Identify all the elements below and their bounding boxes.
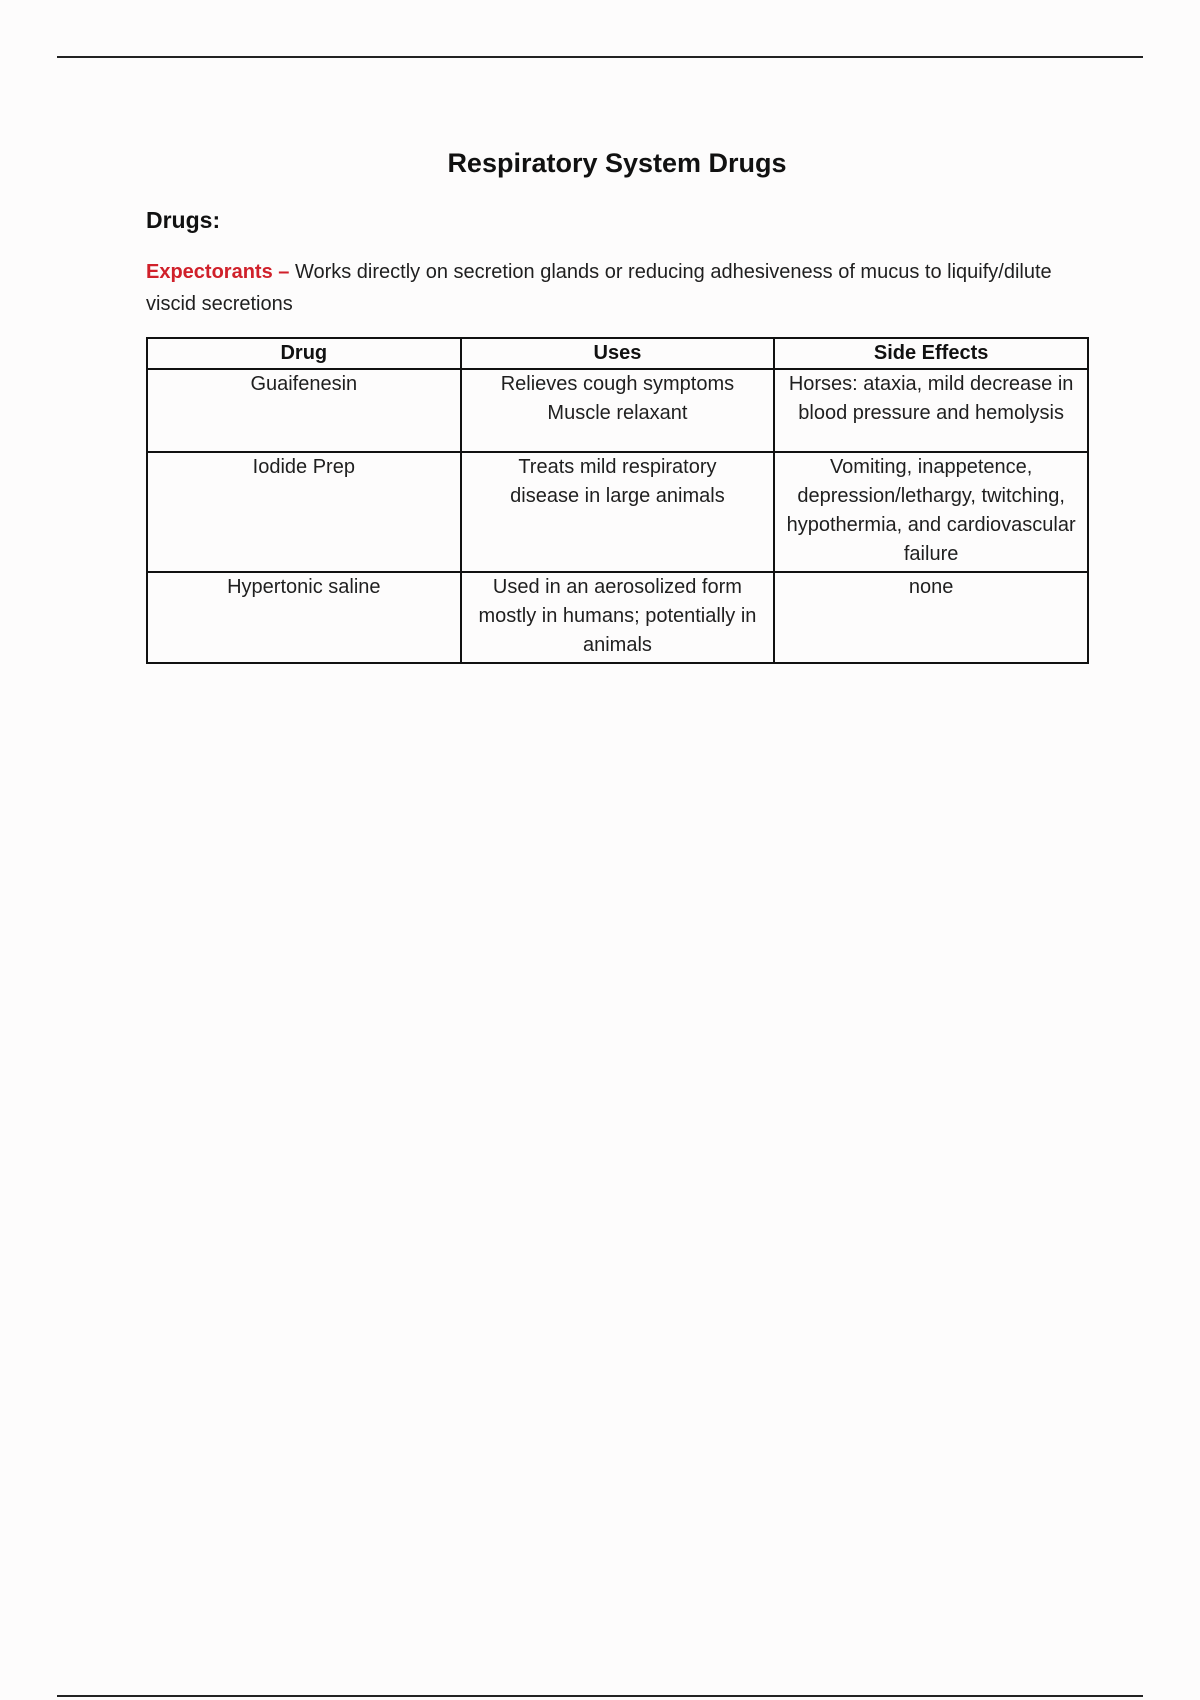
table-row bbox=[147, 369, 1088, 452]
uses-line: Muscle relaxant bbox=[547, 402, 688, 424]
uses-line: Treats mild respiratory disease in large animals bbox=[510, 456, 725, 507]
definition-term: Expectorants – bbox=[146, 261, 290, 283]
cell-uses bbox=[461, 452, 775, 572]
section-heading: Drugs: bbox=[146, 207, 221, 233]
header-uses: Uses bbox=[461, 338, 775, 369]
header-side-effects: Side Effects bbox=[774, 338, 1088, 369]
drugs-table bbox=[146, 337, 1089, 664]
definition-text: Works directly on secretion glands or reducing adhesiveness of mucus to liquify/dilute viscid secretions bbox=[146, 261, 1052, 315]
header-drug: Drug bbox=[147, 338, 461, 369]
uses-line: Relieves cough symptoms bbox=[500, 373, 735, 395]
cell-uses bbox=[461, 369, 775, 452]
table-header-row bbox=[147, 338, 1088, 369]
cell-drug: Hypertonic saline bbox=[147, 572, 461, 663]
cell-side-effects: Horses: ataxia, mild decrease in blood pressure and hemolysis bbox=[774, 369, 1088, 452]
bottom-rule bbox=[57, 1695, 1143, 1697]
top-rule bbox=[57, 56, 1143, 58]
expectorants-definition bbox=[146, 256, 1086, 320]
uses-line: Used in an aerosolized form mostly in humans; potentially in animals bbox=[478, 576, 757, 656]
cell-side-effects: none bbox=[774, 572, 1088, 663]
table-row bbox=[147, 452, 1088, 572]
cell-uses bbox=[461, 572, 775, 663]
cell-side-effects: Vomiting, inappetence, depression/lethargy, twitching, hypothermia, and cardiovascular failure bbox=[774, 452, 1088, 572]
cell-drug: Guaifenesin bbox=[147, 369, 461, 452]
page-title: Respiratory System Drugs bbox=[447, 148, 787, 178]
table-row bbox=[147, 572, 1088, 663]
cell-drug: Iodide Prep bbox=[147, 452, 461, 572]
